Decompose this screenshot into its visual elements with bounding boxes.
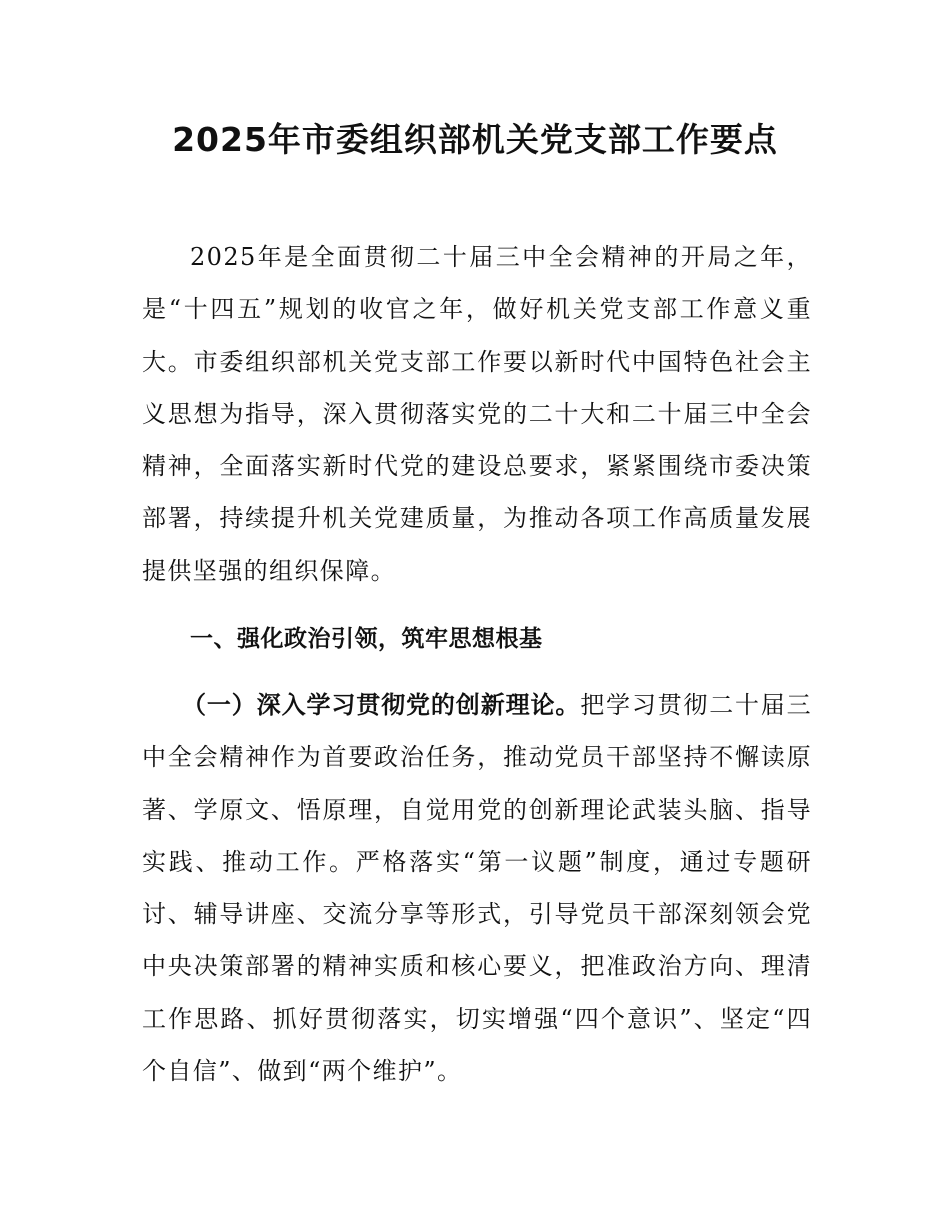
subsection-one-paragraph: [142, 679, 812, 1097]
intro-paragraph: 2025年是全面贯彻二十届三中全会精神的开局之年，是“十四五”规划的收官之年，做好机关党支部工作意义重大。市委组织部机关党支部工作要以新时代中国特色社会主义思想为指导，深入贯彻落实党的二十大和二十届三中全会精神，全面落实新时代党的建设总要求，紧紧围绕市委决策部署，持续提升机关党建质量，为推动各项工作高质量发展提供坚强的组织保障。: [142, 243, 812, 585]
document-title: 2025年市委组织部机关党支部工作要点: [172, 120, 778, 159]
subsection-one-text: 把学习贯彻二十届三中全会精神作为首要政治任务，推动党员干部坚持不懈读原著、学原文、悟原理，自觉用党的创新理论武装头脑、指导实践、推动工作。严格落实“第一议题”制度，通过专题研讨、辅导讲座、交流分享等形式，引导党员干部深刻领会党中央决策部署的精神实质和核心要义，把准政治方向、理清工作思路、抓好贯彻落实，切实增强“四个意识”、坚定“四个自信”、做到“两个维护”。: [142, 691, 812, 1086]
section-one-heading: 一、强化政治引领，筑牢思想根基: [190, 626, 543, 652]
subsection-one-heading: （一）深入学习贯彻党的创新理论。: [182, 691, 581, 719]
